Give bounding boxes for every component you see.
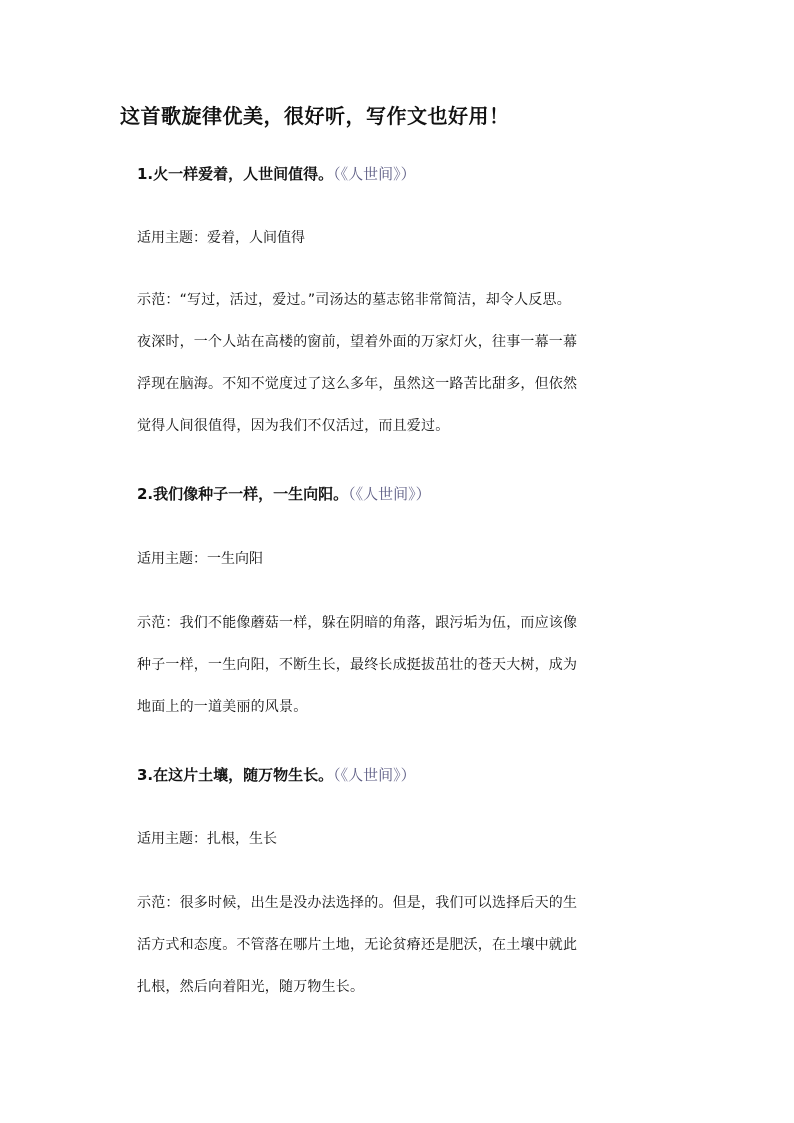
item-heading-text: 1.火一样爱着，人世间值得。 [137, 165, 334, 183]
example-line: 地面上的一道美丽的风景。 [137, 699, 308, 715]
item-example [137, 613, 667, 739]
item-heading-text: 2.我们像种子一样，一生向阳。 [137, 485, 349, 503]
page-title: 这首歌旋律优美，很好听，写作文也好用！ [120, 104, 510, 128]
item-theme: 适用主题：扎根，生长 [137, 831, 277, 847]
example-line: 觉得人间很值得，因为我们不仅活过，而且爱过。 [137, 418, 450, 434]
example-line: 示范：“写过，活过，爱过。”司汤达的墓志铭非常简洁，却令人反思。 [137, 292, 571, 308]
item-heading [137, 163, 416, 184]
example-line: 浮现在脑海。不知不觉度过了这么多年，虽然这一路苦比甜多，但依然 [137, 376, 578, 392]
item-example [137, 290, 667, 458]
item-source: （《人世间》） [333, 766, 416, 784]
item-heading [137, 483, 431, 504]
item-source: （《人世间》） [333, 165, 416, 183]
item-heading-text: 3.在这片土壤，随万物生长。 [137, 766, 334, 784]
example-line: 活方式和态度。不管落在哪片土地，无论贫瘠还是肥沃，在土壤中就此 [137, 937, 578, 953]
item-source: （《人世间》） [348, 485, 431, 503]
item-theme: 适用主题：一生向阳 [137, 551, 263, 567]
item-theme: 适用主题：爱着，人间值得 [137, 230, 305, 246]
item-heading [137, 764, 416, 785]
example-line: 扎根，然后向着阳光，随万物生长。 [137, 979, 365, 995]
example-line: 种子一样，一生向阳，不断生长，最终长成挺拔茁壮的苍天大树，成为 [137, 657, 578, 673]
example-line: 示范：很多时候，出生是没办法选择的。但是，我们可以选择后天的生 [137, 895, 578, 911]
example-line: 示范：我们不能像蘑菇一样，躲在阴暗的角落，跟污垢为伍，而应该像 [137, 615, 578, 631]
example-line: 夜深时，一个人站在高楼的窗前，望着外面的万家灯火，往事一幕一幕 [137, 334, 578, 350]
item-example [137, 893, 667, 1019]
